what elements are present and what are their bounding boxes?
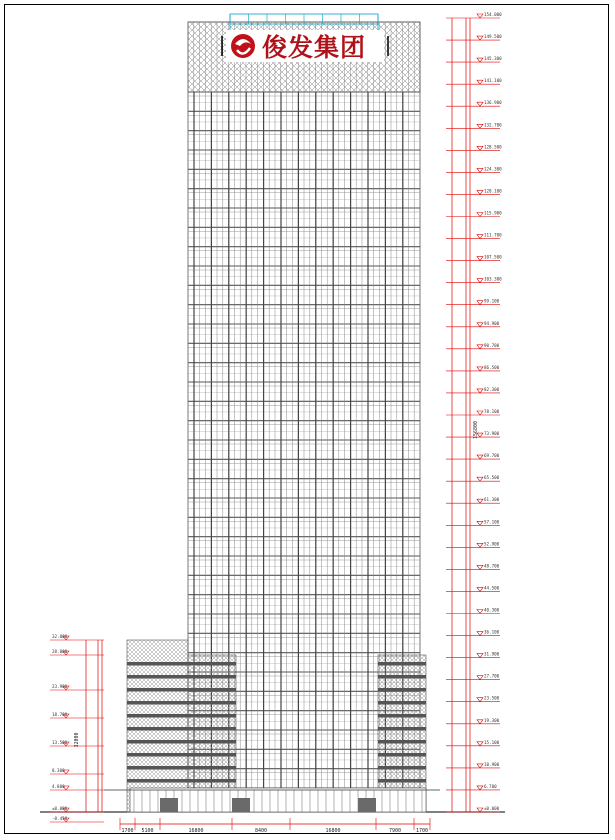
elevation-mark-label: 6.700 (484, 783, 497, 789)
elevation-mark-label: 4.800 (52, 784, 65, 789)
bottom-dim-label: 5100 (141, 828, 154, 834)
elevation-mark-label: 82.300 (484, 386, 500, 392)
elevation-mark-label: 154.000 (484, 12, 502, 17)
left-dimension-chain (50, 634, 104, 822)
elevation-mark-label: 128.500 (484, 144, 502, 150)
right-dimension-chain (446, 12, 502, 812)
elevation-mark-label: 65.500 (484, 475, 500, 481)
elevation-mark-label: 141.100 (484, 78, 502, 84)
bottom-dim-label: 16800 (188, 828, 204, 834)
elevation-mark-label: ±0.000 (52, 806, 68, 811)
elevation-mark-label: 69.700 (484, 453, 500, 459)
elevation-mark-label: 10.900 (484, 761, 500, 767)
elevation-mark-label: 28.000 (52, 649, 68, 654)
elevation-mark-label: 145.300 (484, 56, 502, 62)
elevation-mark-label: 15.100 (484, 739, 500, 745)
elevation-mark-label: 124.300 (484, 166, 502, 172)
logo-text: 俊发集团 (262, 33, 367, 62)
elevation-mark-label: 13.500 (52, 740, 68, 745)
elevation-mark-label: 27.700 (484, 673, 500, 679)
elevation-mark-label: 90.700 (484, 342, 500, 348)
elevation-mark-label: 57.100 (484, 519, 500, 525)
elevation-mark-label: 61.300 (484, 497, 500, 503)
elevation-mark-label: ±0.000 (484, 806, 500, 811)
bottom-dimension-chain (120, 818, 430, 834)
elevation-mark-label: 73.900 (484, 431, 500, 437)
elevation-mark-label: 136.900 (484, 100, 502, 106)
elevation-mark-label: 18.700 (52, 712, 68, 717)
elevation-mark-label: 103.300 (484, 276, 502, 282)
elevation-mark-label: 94.900 (484, 320, 500, 326)
elevation-mark-label: 115.900 (484, 210, 502, 216)
podium-height-dim: 32000 (74, 732, 80, 748)
elevation-mark-label: 36.100 (484, 629, 500, 635)
ground-floor-entrance (104, 788, 440, 812)
elevation-mark-label: 19.300 (484, 717, 500, 723)
bottom-dim-label: 7900 (388, 828, 402, 834)
bottom-dim-label: 8400 (254, 828, 268, 834)
elevation-mark-label: 107.500 (484, 254, 502, 260)
elevation-mark-label: 132.700 (484, 122, 502, 128)
elevation-mark-label: 78.100 (484, 409, 500, 414)
elevation-mark-label: 149.500 (484, 34, 502, 40)
elevation-mark-label: 48.700 (484, 563, 500, 569)
elevation-mark-label: 31.900 (484, 651, 500, 657)
elevation-mark-label: 44.500 (484, 585, 500, 591)
elevation-mark-label: 23.900 (52, 684, 68, 689)
bottom-dim-label: 16800 (325, 828, 341, 834)
elevation-mark-label: 23.500 (484, 695, 500, 701)
elevation-mark-label: -0.450 (52, 816, 68, 821)
elevation-mark-label: 32.000 (52, 634, 68, 639)
elevation-mark-label: 8.300 (52, 768, 65, 773)
bottom-dim-label: 1700 (121, 828, 134, 834)
elevation-mark-label: 52.900 (484, 541, 500, 547)
elevation-mark-label: 40.300 (484, 607, 500, 613)
elevation-mark-label: 120.100 (484, 188, 502, 194)
total-height-dim: 156800 (473, 420, 479, 440)
company-logo (222, 30, 388, 62)
bottom-dim-label: 1700 (415, 828, 429, 834)
elevation-mark-label: 111.700 (484, 232, 502, 238)
elevation-mark-label: 86.500 (484, 364, 500, 370)
elevation-mark-label: 99.100 (484, 298, 500, 304)
podium-left (127, 640, 236, 812)
